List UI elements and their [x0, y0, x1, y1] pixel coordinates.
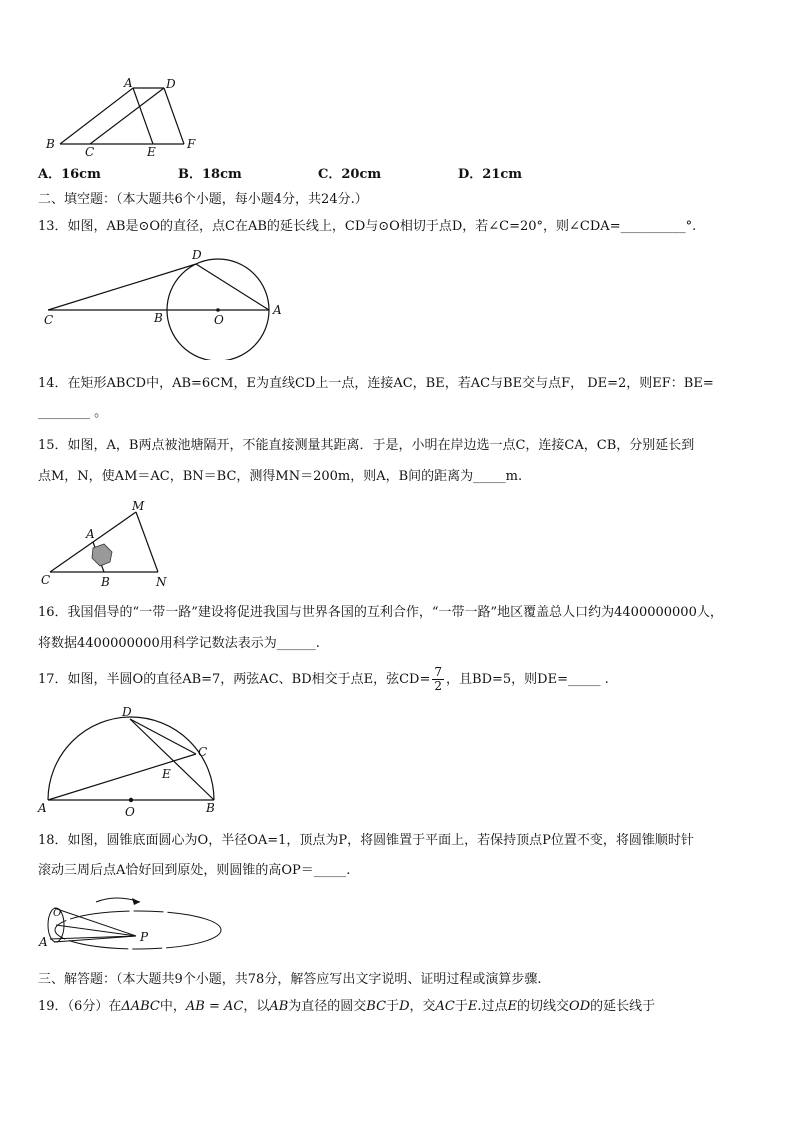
q12-label-d: D	[166, 77, 176, 91]
q14-line2: ________ 。	[38, 405, 108, 420]
q13-figure	[40, 244, 300, 360]
q17-label-c: C	[198, 745, 208, 759]
q19-ac: AC	[435, 999, 455, 1014]
section3-heading: 三、解答题：（本大题共9个小题，共78分，解答应写出文字说明、证明过程或演算步骤.	[38, 972, 542, 987]
q15-label-c: C	[41, 573, 51, 587]
q15-label-a: A	[86, 527, 95, 541]
q19-mid8: 的切线交	[517, 999, 570, 1014]
q13-label-d: D	[192, 248, 202, 262]
q13-label-a: A	[273, 303, 282, 317]
q13-text: 13．如图，AB是⊙O的直径，点C在AB的延长线上，CD与⊙O相切于点D，若∠C=20°，则∠CDA=__________°.	[38, 219, 697, 234]
choice-a: A．16cm	[38, 167, 101, 182]
q18-figure	[36, 890, 226, 956]
q19-text	[38, 998, 655, 1016]
q13-label-c: C	[44, 313, 54, 327]
q18-label-a: A	[39, 935, 48, 949]
q19-bc: BC	[366, 999, 387, 1014]
section2-heading: 二、填空题：（本大题共6个小题，每小题4分，共24分.）	[38, 192, 368, 207]
q13-label-o: O	[214, 313, 224, 327]
q18-label-o: O	[53, 908, 62, 919]
q17-text	[38, 660, 609, 700]
q12-label-e: E	[147, 145, 156, 159]
q12-label-b: B	[46, 137, 55, 151]
q16-line1: 16．我国倡导的“一带一路”建设将促进我国与世界各国的互利合作，“一带一路”地区覆盖总人口约为4400000000人，	[38, 605, 723, 620]
q17-label-e: E	[162, 767, 171, 781]
q18-label-p: P	[140, 930, 149, 944]
q19-mid3: 为直径的圆交	[288, 999, 367, 1014]
q19-triangle: ΔABC	[121, 999, 160, 1014]
q19-mid5: ，交	[409, 999, 436, 1014]
q18-line2: 滚动三周后点A恰好回到原处，则圆锥的高OP＝_____.	[38, 863, 351, 878]
q12-choices	[38, 166, 598, 184]
q12-label-a: A	[124, 76, 133, 90]
q19-d: D	[399, 999, 410, 1014]
q17-label-d: D	[122, 705, 132, 719]
q19-mid9: 的延长线于	[590, 999, 656, 1014]
q19-e: E	[467, 999, 478, 1014]
q19-prefix: 19．（6分）在	[38, 999, 122, 1014]
q15-figure	[38, 500, 178, 590]
q15-line2: 点M，N，使AM＝AC，BN＝BC，测得MN＝200m，则A，B间的距离为_____m.	[38, 469, 523, 484]
q17-frac-num: 7	[434, 665, 443, 679]
choice-d: D．21cm	[458, 167, 523, 182]
q17-figure	[36, 702, 218, 818]
q17-pre: 17．如图，半圆O的直径AB=7，两弦AC、BD相交于点E，弦CD=	[38, 672, 431, 687]
q18-line1: 18．如图，圆锥底面圆心为O，半径OA=1，顶点为P，将圆锥置于平面上，若保持顶点P位置不变，将圆锥顺时针	[38, 833, 694, 848]
choice-b: B．18cm	[178, 167, 242, 182]
q17-post: ，且BD=5，则DE=_____ .	[446, 672, 609, 687]
q16-line2: 将数据4400000000用科学记数法表示为______.	[38, 636, 320, 651]
q17-label-o: O	[125, 805, 135, 818]
q12-figure	[40, 76, 210, 160]
choice-c: C．20cm	[318, 167, 382, 182]
q15-label-b: B	[101, 575, 110, 589]
q14-line1: 14．在矩形ABCD中，AB=6CM，E为直线CD上一点，连接AC，BE，若AC与BE交与点F， DE=2，则EF：BE=	[38, 376, 714, 391]
q15-label-n: N	[156, 575, 167, 589]
q17-label-a: A	[38, 801, 47, 815]
q15-line1: 15．如图，A，B两点被池塘隔开，不能直接测量其距离．于是，小明在岸边选一点C，连接CA，CB，分别延长到	[38, 438, 695, 453]
q12-label-f: F	[187, 137, 196, 151]
q19-mid4: 于	[386, 999, 400, 1014]
q19-equation: AB = AC	[185, 999, 244, 1014]
q19-mid6: 于	[454, 999, 468, 1014]
q19-mid1: 中，	[159, 999, 186, 1014]
q19-mid7: .过点	[477, 999, 508, 1014]
q17-fraction	[432, 666, 444, 693]
q19-e2: E	[507, 999, 518, 1014]
q13-label-b: B	[154, 311, 163, 325]
q17-label-b: B	[206, 801, 215, 815]
q19-od: OD	[569, 999, 591, 1014]
q17-frac-den: 2	[434, 679, 443, 693]
q15-label-m: M	[132, 500, 145, 513]
q19-ab: AB	[269, 999, 289, 1014]
q12-label-c: C	[85, 145, 95, 159]
q19-mid2: ，以	[243, 999, 270, 1014]
